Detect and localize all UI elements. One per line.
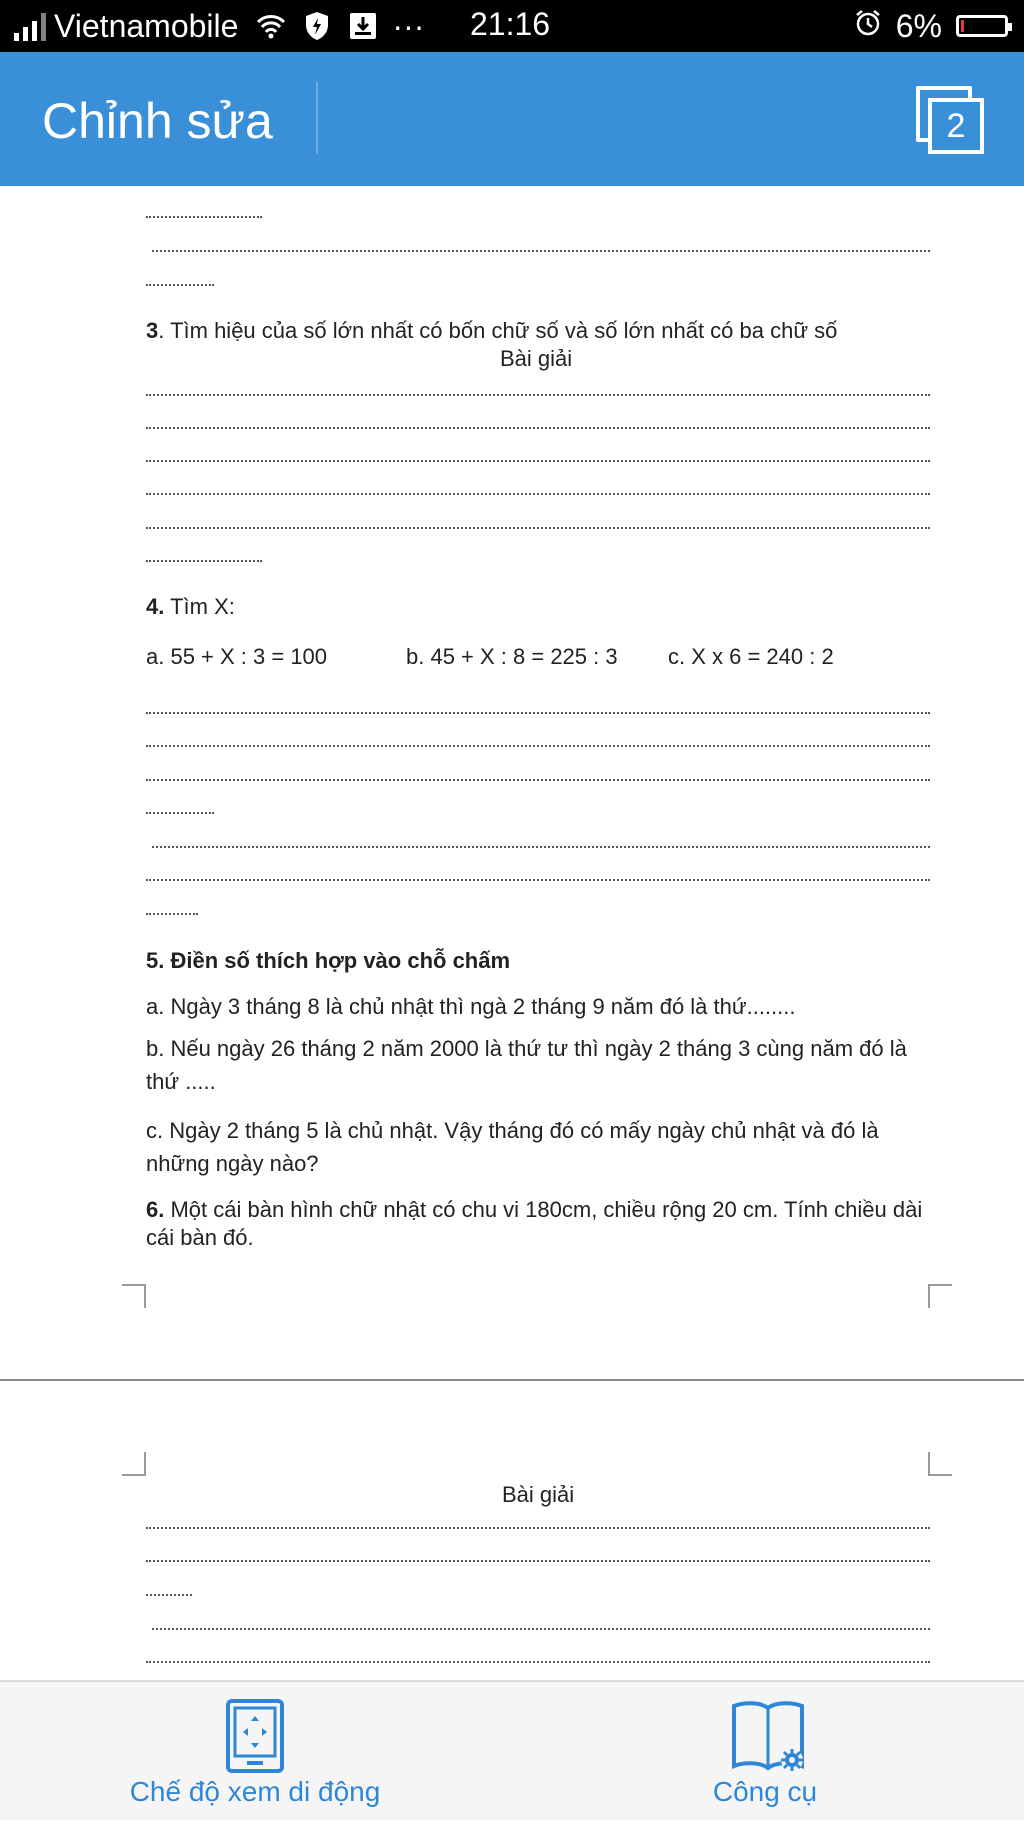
- bottom-toolbar: [0, 1680, 1024, 1820]
- app-bar: [0, 52, 1024, 186]
- answer-line: [146, 779, 930, 781]
- question-5-title: 5. Điền số thích hợp vào chỗ chấm: [146, 948, 511, 973]
- answer-line: [146, 1527, 930, 1529]
- answer-line: [146, 1560, 930, 1562]
- carrier-name: Vietnamobile: [54, 7, 239, 44]
- question-5-a: a. Ngày 3 tháng 8 là chủ nhật thì ngà 2 tháng 9 năm đó là thứ........: [146, 994, 796, 1019]
- signal-icon: [14, 11, 46, 41]
- shield-icon: [302, 10, 332, 42]
- status-bar: [0, 0, 1024, 52]
- wifi-icon: [256, 10, 286, 42]
- question-4-text: Tìm X:: [164, 594, 235, 619]
- question-3-number: 3: [146, 318, 159, 343]
- mobile-view-button[interactable]: [110, 1682, 400, 1822]
- answer-line: [146, 812, 214, 814]
- answer-line: [146, 527, 930, 529]
- question-4: [146, 594, 235, 620]
- question-6-number: 6.: [146, 1197, 165, 1222]
- tools-button[interactable]: [690, 1682, 840, 1822]
- page-count: 2: [928, 98, 984, 154]
- answer-line: [146, 460, 930, 462]
- solution-heading: Bài giải: [500, 346, 573, 371]
- question-6-text: Một cái bàn hình chữ nhật có chu vi 180cm, chiều rộng 20 cm. Tính chiều dài cái bàn đó.: [146, 1197, 923, 1250]
- book-settings-icon: [730, 1698, 806, 1774]
- answer-line: [146, 493, 930, 495]
- battery-icon: [956, 15, 1008, 37]
- page-title: Chỉnh sửa: [42, 93, 273, 149]
- answer-line: [146, 1661, 930, 1663]
- answer-line: [146, 427, 930, 429]
- question-4-item-b: b. 45 + X : 8 = 225 : 3: [406, 644, 618, 669]
- question-3: [146, 318, 837, 344]
- answer-line: [146, 560, 262, 562]
- more-notifications-icon: ···: [392, 7, 425, 44]
- crop-mark: [122, 1284, 146, 1308]
- crop-mark: [928, 1284, 952, 1308]
- appbar-divider: [316, 82, 318, 154]
- page-switcher-button[interactable]: [912, 82, 984, 154]
- clock-time: 21:16: [470, 6, 551, 42]
- answer-line: [146, 216, 262, 218]
- answer-line: [146, 879, 930, 881]
- solution-heading: Bài giải: [502, 1482, 575, 1507]
- question-4-item-c: c. X x 6 = 240 : 2: [668, 644, 834, 669]
- crop-mark: [928, 1452, 952, 1476]
- answer-line: [152, 1628, 930, 1630]
- question-4-number: 4.: [146, 594, 165, 619]
- answer-line: [152, 250, 930, 252]
- question-5-c: c. Ngày 2 tháng 5 là chủ nhật. Vậy tháng đó có mấy ngày chủ nhật và đó là những ngày nào?: [146, 1118, 879, 1176]
- answer-line: [146, 913, 198, 915]
- answer-line: [152, 846, 930, 848]
- answer-line: [146, 284, 214, 286]
- question-4-item-a: a. 55 + X : 3 = 100: [146, 644, 328, 669]
- crop-mark: [122, 1452, 146, 1476]
- answer-line: [146, 712, 930, 714]
- tools-label: Công cụ: [712, 1776, 818, 1807]
- download-icon: [348, 10, 378, 42]
- page-separator: [0, 1379, 1024, 1381]
- alarm-icon: [854, 8, 882, 45]
- mobile-view-label: Chế độ xem di động: [129, 1776, 381, 1807]
- mobile-view-icon: [225, 1698, 285, 1774]
- question-6: [146, 1196, 926, 1252]
- battery-level-fill: [961, 20, 964, 32]
- answer-line: [146, 745, 930, 747]
- answer-line: [146, 1594, 192, 1596]
- question-3-text: . Tìm hiệu của số lớn nhất có bốn chữ số và số lớn nhất có ba chữ số: [158, 318, 838, 343]
- document-view[interactable]: [0, 186, 1024, 1680]
- battery-percent: 6%: [895, 7, 942, 44]
- answer-line: [146, 394, 930, 396]
- question-5-b: b. Nếu ngày 26 tháng 2 năm 2000 là thứ tư thì ngày 2 tháng 3 cùng năm đó là thứ .....: [146, 1036, 907, 1094]
